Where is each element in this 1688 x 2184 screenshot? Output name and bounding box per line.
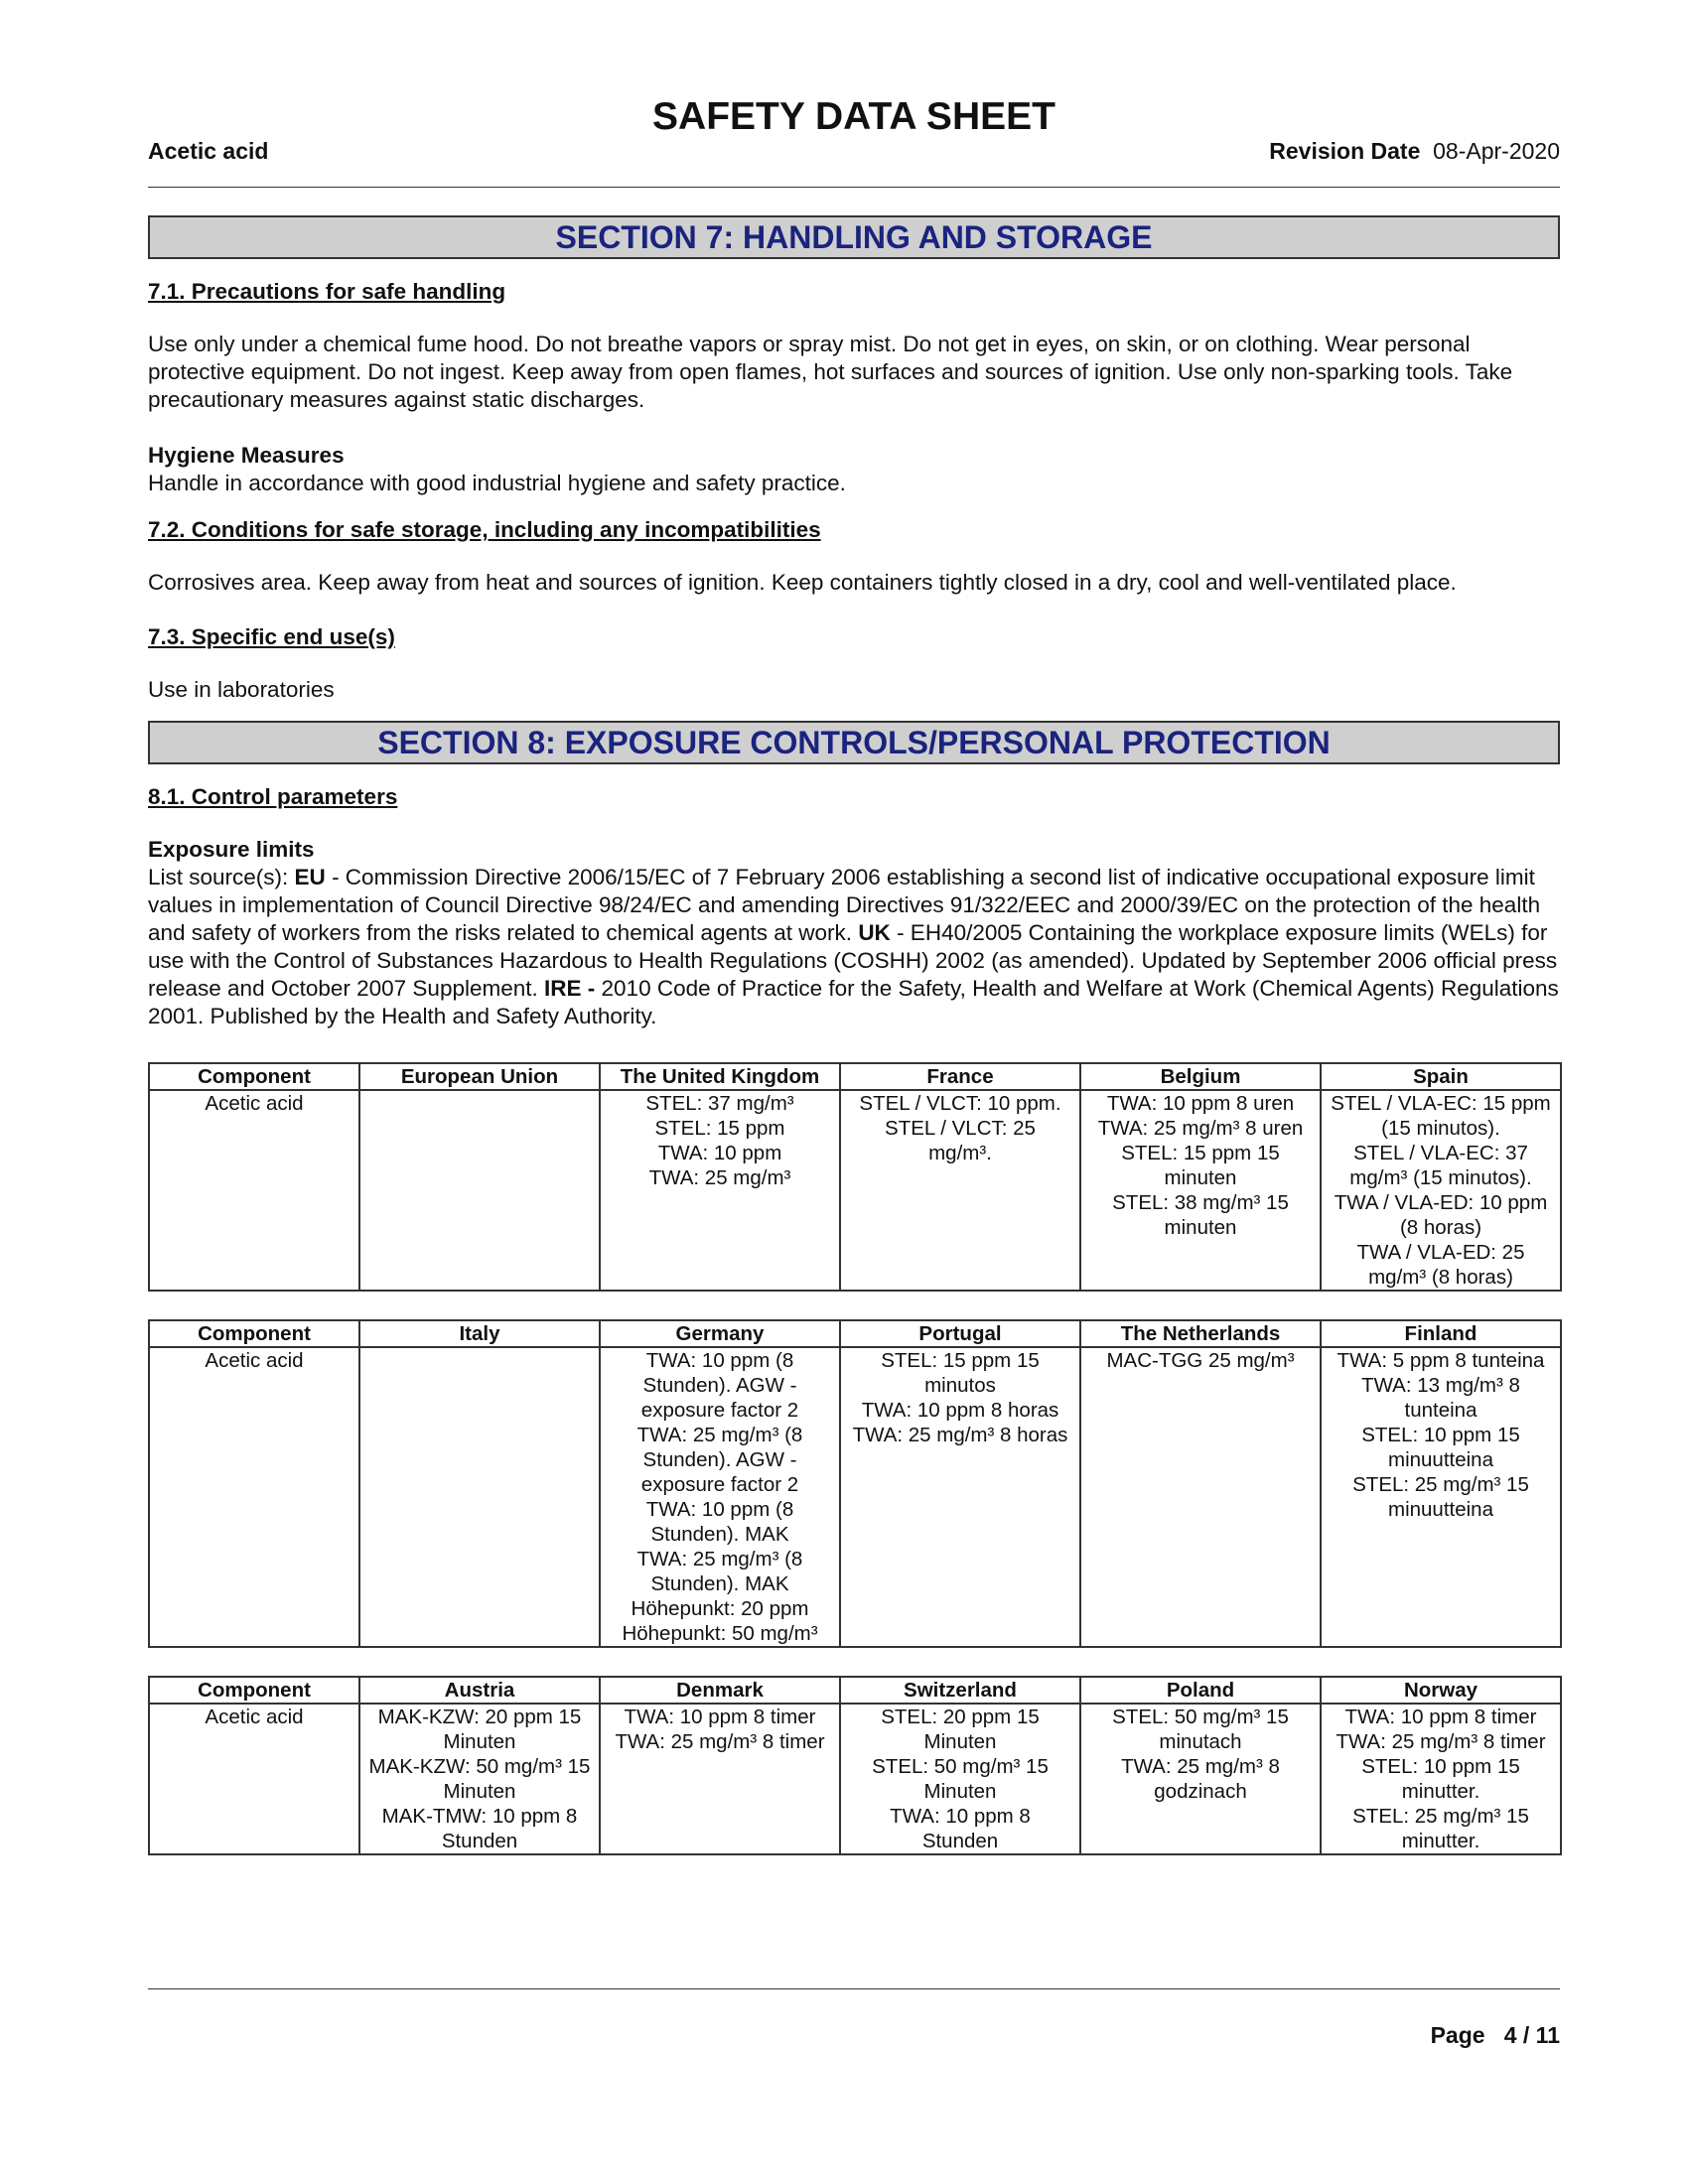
cell-line: STEL: 15 ppm bbox=[654, 1117, 785, 1140]
cell-line: STEL: 10 ppm 15 bbox=[1361, 1424, 1520, 1446]
cell-line: TWA / VLA-ED: 25 bbox=[1356, 1241, 1525, 1264]
table-cell bbox=[840, 1704, 1080, 1854]
column-header: Component bbox=[149, 1677, 359, 1704]
column-header: European Union bbox=[359, 1063, 600, 1090]
table-cell bbox=[1321, 1704, 1561, 1854]
cell-line: MAK-KZW: 20 ppm 15 bbox=[377, 1706, 582, 1728]
revision-info bbox=[1269, 138, 1560, 165]
subsection-7-2-title: 7.2. Conditions for safe storage, including any incompatibilities bbox=[148, 517, 821, 542]
exposure-table bbox=[148, 1676, 1562, 1855]
table-header-row bbox=[149, 1677, 1561, 1704]
cell-line: Minuten bbox=[923, 1780, 997, 1803]
column-header: Component bbox=[149, 1063, 359, 1090]
column-header: Norway bbox=[1321, 1677, 1561, 1704]
cell-line: STEL: 15 ppm 15 bbox=[881, 1349, 1040, 1372]
subsection-7-3-text: Use in laboratories bbox=[148, 677, 335, 702]
cell-line: STEL: 25 mg/m³ 15 bbox=[1352, 1805, 1529, 1828]
product-name: Acetic acid bbox=[148, 138, 269, 164]
cell-line: exposure factor 2 bbox=[640, 1473, 799, 1496]
column-header: Poland bbox=[1080, 1677, 1321, 1704]
column-header: The Netherlands bbox=[1080, 1320, 1321, 1347]
exposure-table bbox=[148, 1062, 1562, 1292]
cell-line: MAK-TMW: 10 ppm 8 bbox=[381, 1805, 578, 1828]
sources-prefix: List source(s): bbox=[148, 865, 295, 889]
table-cell bbox=[359, 1704, 600, 1854]
table-row bbox=[149, 1704, 1561, 1854]
cell-line: MAC-TGG 25 mg/m³ bbox=[1106, 1349, 1295, 1372]
subsection-8-1-title: 8.1. Control parameters bbox=[148, 784, 398, 809]
exposure-table bbox=[148, 1319, 1562, 1648]
cell-line: mg/m³ (15 minutos). bbox=[1349, 1166, 1532, 1189]
cell-line: STEL: 20 ppm 15 bbox=[881, 1706, 1040, 1728]
table-cell bbox=[600, 1347, 840, 1647]
column-header: Switzerland bbox=[840, 1677, 1080, 1704]
table-cell bbox=[1080, 1347, 1321, 1647]
cell-line: TWA: 25 mg/m³ (8 bbox=[636, 1424, 803, 1446]
page-label: Page bbox=[1430, 2022, 1485, 2048]
table-cell bbox=[1080, 1704, 1321, 1854]
table-cell bbox=[1080, 1090, 1321, 1291]
table-row bbox=[149, 1090, 1561, 1291]
cell-line: TWA: 13 mg/m³ 8 bbox=[1361, 1374, 1520, 1397]
column-header: The United Kingdom bbox=[600, 1063, 840, 1090]
cell-line: Stunden). MAK bbox=[650, 1523, 789, 1546]
cell-line: Acetic acid bbox=[205, 1706, 304, 1728]
cell-line: godzinach bbox=[1154, 1780, 1247, 1803]
cell-line: Höhepunkt: 50 mg/m³ bbox=[622, 1622, 818, 1645]
cell-line: Stunden). AGW - bbox=[642, 1448, 797, 1471]
cell-line: Acetic acid bbox=[205, 1349, 304, 1372]
column-header: Italy bbox=[359, 1320, 600, 1347]
cell-line: TWA / VLA-ED: 10 ppm bbox=[1334, 1191, 1548, 1214]
cell-line: (15 minutos). bbox=[1381, 1117, 1500, 1140]
table-header-row bbox=[149, 1063, 1561, 1090]
cell-line: TWA: 25 mg/m³ 8 horas bbox=[852, 1424, 1068, 1446]
cell-line: exposure factor 2 bbox=[640, 1399, 799, 1422]
header-rule bbox=[148, 187, 1560, 188]
cell-line: TWA: 10 ppm 8 uren bbox=[1106, 1092, 1295, 1115]
table-header-row bbox=[149, 1320, 1561, 1347]
cell-line: STEL / VLA-EC: 37 bbox=[1353, 1142, 1528, 1164]
subsection-7-2-text: Corrosives area. Keep away from heat and sources of ignition. Keep containers tightly closed in a dry, cool and well-ventilated place. bbox=[148, 570, 1457, 595]
cell-line: minutach bbox=[1159, 1730, 1242, 1753]
page-value: 4 / 11 bbox=[1503, 2022, 1560, 2048]
table-cell bbox=[600, 1704, 840, 1854]
column-header: Belgium bbox=[1080, 1063, 1321, 1090]
table-cell bbox=[359, 1090, 600, 1291]
exposure-sources-text bbox=[148, 864, 1560, 1030]
document-page bbox=[148, 94, 1560, 1855]
cell-line: TWA: 10 ppm 8 timer bbox=[624, 1706, 816, 1728]
footer-rule bbox=[148, 1988, 1560, 1989]
cell-line: Stunden bbox=[441, 1830, 518, 1852]
cell-line: STEL: 25 mg/m³ 15 bbox=[1352, 1473, 1529, 1496]
cell-line: Stunden). AGW - bbox=[642, 1374, 797, 1397]
hygiene-measures-title: Hygiene Measures bbox=[148, 443, 345, 468]
cell-line: STEL: 38 mg/m³ 15 bbox=[1112, 1191, 1289, 1214]
subsection-7-1-text: Use only under a chemical fume hood. Do not breathe vapors or spray mist. Do not get in eyes, on skin, or on clothing. Wear personal protective equipment. Do not ingest. Keep away from open flames, hot surfaces and sources of ignition. Use only non-sparking tools. Take precautionary measures against static discharges. bbox=[148, 332, 1513, 412]
cell-line: minutos bbox=[924, 1374, 996, 1397]
cell-line: TWA: 10 ppm (8 bbox=[645, 1349, 794, 1372]
cell-line: minuten bbox=[1164, 1166, 1237, 1189]
column-header: Austria bbox=[359, 1677, 600, 1704]
column-header: Finland bbox=[1321, 1320, 1561, 1347]
cell-line: Minuten bbox=[923, 1730, 997, 1753]
cell-line: minuutteina bbox=[1388, 1448, 1493, 1471]
column-header: Spain bbox=[1321, 1063, 1561, 1090]
ire-text: 2010 Code of Practice for the Safety, Health and Welfare at Work (Chemical Agents) Regulations 2001. Published by the Health and Safety Authority. bbox=[148, 976, 1559, 1028]
cell-line: STEL: 10 ppm 15 bbox=[1361, 1755, 1520, 1778]
cell-line: STEL: 37 mg/m³ bbox=[645, 1092, 794, 1115]
cell-line: Höhepunkt: 20 ppm bbox=[631, 1597, 809, 1620]
cell-line: STEL: 50 mg/m³ 15 bbox=[872, 1755, 1049, 1778]
uk-label: UK bbox=[858, 920, 891, 945]
cell-line: TWA: 25 mg/m³ 8 uren bbox=[1097, 1117, 1304, 1140]
cell-line: TWA: 25 mg/m³ 8 bbox=[1121, 1755, 1280, 1778]
table-cell bbox=[149, 1090, 359, 1291]
section-8-header: SECTION 8: EXPOSURE CONTROLS/PERSONAL PROTECTION bbox=[148, 721, 1560, 764]
cell-line: STEL: 15 ppm 15 bbox=[1121, 1142, 1280, 1164]
subsection-7-3-title: 7.3. Specific end use(s) bbox=[148, 624, 395, 649]
column-header: Portugal bbox=[840, 1320, 1080, 1347]
cell-line: STEL: 50 mg/m³ 15 bbox=[1112, 1706, 1289, 1728]
uk-text: - EH40/2005 Containing the workplace exposure limits (WELs) for use with the Control of Substances Hazardous to Health Regulations (COSHH) 2002 (as amended). Updated by September 2006 official press release and October 2007 Supplement. bbox=[148, 920, 1558, 1001]
table-cell bbox=[840, 1090, 1080, 1291]
cell-line: minutter. bbox=[1401, 1780, 1480, 1803]
cell-line: MAK-KZW: 50 mg/m³ 15 bbox=[368, 1755, 591, 1778]
table-cell bbox=[149, 1704, 359, 1854]
document-title: SAFETY DATA SHEET bbox=[652, 95, 1055, 138]
table-cell bbox=[1321, 1347, 1561, 1647]
subsection-7-1-title: 7.1. Precautions for safe handling bbox=[148, 279, 506, 304]
cell-line: STEL / VLA-EC: 15 ppm bbox=[1331, 1092, 1551, 1115]
cell-line: (8 horas) bbox=[1399, 1216, 1482, 1239]
cell-line: Minuten bbox=[443, 1780, 516, 1803]
table-cell bbox=[600, 1090, 840, 1291]
column-header: Denmark bbox=[600, 1677, 840, 1704]
cell-line: mg/m³ (8 horas) bbox=[1368, 1266, 1513, 1289]
header-row bbox=[148, 138, 1560, 165]
table-row bbox=[149, 1347, 1561, 1647]
cell-line: TWA: 10 ppm 8 horas bbox=[861, 1399, 1059, 1422]
cell-line: TWA: 25 mg/m³ 8 timer bbox=[615, 1730, 825, 1753]
cell-line: TWA: 25 mg/m³ bbox=[648, 1166, 791, 1189]
eu-text: - Commission Directive 2006/15/EC of 7 February 2006 establishing a second list of indicative occupational exposure limit values in implementation of Council Directive 98/24/EC and amending Directives 91/322/EEC and 2000/39/EC on the protection of the health and safety of workers from the risks related to chemical agents at work. bbox=[148, 865, 1541, 945]
cell-line: TWA: 25 mg/m³ 8 timer bbox=[1336, 1730, 1546, 1753]
cell-line: TWA: 10 ppm (8 bbox=[645, 1498, 794, 1521]
cell-line: STEL / VLCT: 10 ppm. bbox=[859, 1092, 1061, 1115]
exposure-limits-title: Exposure limits bbox=[148, 837, 315, 862]
table-cell bbox=[359, 1347, 600, 1647]
cell-line: TWA: 25 mg/m³ (8 bbox=[636, 1548, 803, 1570]
cell-line: minuutteina bbox=[1388, 1498, 1493, 1521]
cell-line: TWA: 10 ppm bbox=[657, 1142, 782, 1164]
table-cell bbox=[840, 1347, 1080, 1647]
ire-label: IRE - bbox=[544, 976, 596, 1001]
page-number bbox=[1431, 2022, 1560, 2049]
cell-line: minuten bbox=[1164, 1216, 1237, 1239]
table-cell bbox=[149, 1347, 359, 1647]
cell-line: STEL / VLCT: 25 bbox=[885, 1117, 1036, 1140]
cell-line: minutter. bbox=[1401, 1830, 1480, 1852]
cell-line: tunteina bbox=[1404, 1399, 1477, 1422]
column-header: Component bbox=[149, 1320, 359, 1347]
hygiene-measures-text: Handle in accordance with good industrial hygiene and safety practice. bbox=[148, 471, 846, 495]
exposure-tables bbox=[148, 1062, 1560, 1855]
column-header: France bbox=[840, 1063, 1080, 1090]
cell-line: Stunden). MAK bbox=[650, 1572, 789, 1595]
cell-line: Acetic acid bbox=[205, 1092, 304, 1115]
revision-date: 08-Apr-2020 bbox=[1433, 138, 1560, 164]
cell-line: Stunden bbox=[921, 1830, 999, 1852]
cell-line: mg/m³. bbox=[928, 1142, 992, 1164]
cell-line: Minuten bbox=[443, 1730, 516, 1753]
cell-line: TWA: 10 ppm 8 timer bbox=[1344, 1706, 1537, 1728]
eu-label: EU bbox=[294, 865, 326, 889]
revision-label: Revision Date bbox=[1269, 138, 1421, 164]
section-7-header: SECTION 7: HANDLING AND STORAGE bbox=[148, 215, 1560, 259]
cell-line: TWA: 10 ppm 8 bbox=[890, 1805, 1031, 1828]
table-cell bbox=[1321, 1090, 1561, 1291]
cell-line: TWA: 5 ppm 8 tunteina bbox=[1336, 1349, 1545, 1372]
column-header: Germany bbox=[600, 1320, 840, 1347]
